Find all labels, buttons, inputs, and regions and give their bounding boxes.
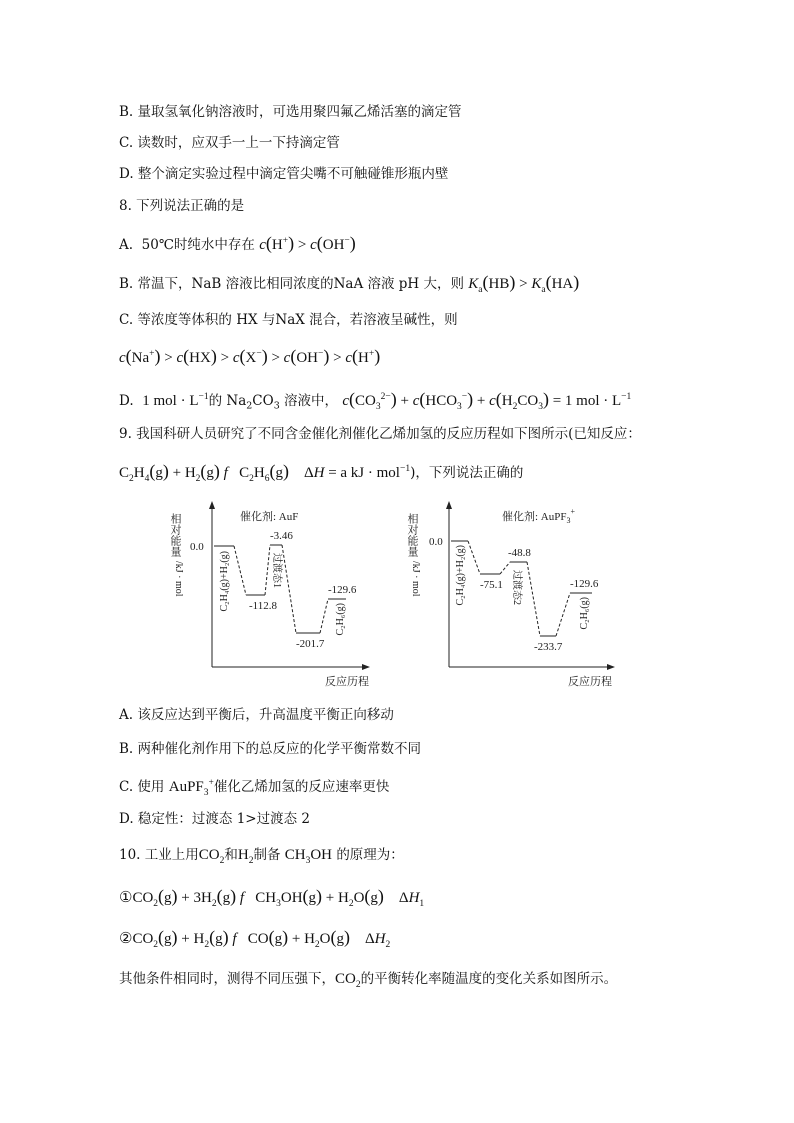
right-xlabel: 反应历程 [568, 676, 612, 688]
left-link-2 [265, 545, 270, 595]
q7-option-b: B. 量取氢氧化钠溶液时，可选用聚四氟乙烯活塞的滴定管 [119, 104, 462, 120]
q10-description: 其他条件相同时，测得不同压强下，$CO_2$的平衡转化率随温度的变化关系如图所示。 [119, 971, 618, 990]
q7-option-d: D. 整个滴定实验过程中滴定管尖嘴不可触碰锥形瓶内壁 [119, 166, 449, 182]
right-y-arrow [446, 501, 452, 509]
left-ts-label: 过渡态1 [271, 553, 282, 588]
right-val-1: -75.1 [480, 579, 503, 591]
left-ylabel: 相对能量 [169, 513, 181, 557]
left-product-label: C₂H₆(g) [335, 603, 346, 636]
left-val-4: -129.6 [328, 584, 357, 596]
right-product-label: C₂H₆(g) [579, 597, 590, 630]
q8-stem: 8. 下列说法正确的是 [119, 198, 245, 214]
right-val-0: 0.0 [429, 536, 443, 548]
q10-reaction-2: $②CO_2(g) + H_2(g)$ f $CO(g) + H_2O(g)$ $\Delta H_2$ [119, 927, 391, 950]
right-reactant-label: C₂H₄(g)+H₂(g) [455, 545, 466, 606]
q8-option-c-inequality: c(Na+) > c(HX) > c(X−) > c(OH−) > c(H+) [119, 346, 381, 366]
q8-option-c: C. 等浓度等体积的 HX 与NaX 混合，若溶液呈碱性，则 [119, 312, 458, 328]
q9-reaction: $C_2H_4(g) + H_2(g)$ f $C_2H_6(g)$ ΔH = a kJ · mol$^{-1}$)，下列说法正确的 [119, 461, 524, 484]
right-yunit: /kJ · mol [410, 561, 421, 597]
right-link-4 [556, 593, 570, 636]
q7-option-c: C. 读数时，应双手一上一下持滴定管 [119, 135, 340, 151]
left-link-1 [234, 546, 246, 595]
left-x-arrow [362, 664, 370, 670]
q8-option-a: A. 50℃时纯水中存在 c(H+) > c(OH−) [119, 233, 356, 253]
left-val-2: -3.46 [270, 530, 293, 542]
left-xlabel: 反应历程 [325, 676, 369, 688]
left-link-3 [282, 545, 296, 633]
right-link-3 [527, 562, 540, 636]
q9-option-b: B. 两种催化剂作用下的总反应的化学平衡常数不同 [119, 741, 422, 757]
q8-option-d: D. 1 mol · $L^{-1}$的 $Na_2CO_3$ 溶液中， $c(CO_3^{2-}) + c(HCO_3^-) + c(H_2CO_3) = 1$ mol · $L^{-1}$ [119, 389, 632, 412]
right-x-arrow [607, 664, 615, 670]
left-title: 催化剂: AuF [240, 511, 299, 523]
q9-stem: 9. 我国科研人员研究了不同含金催化剂催化乙烯加氢的反应历程如下图所示(已知反应： [119, 426, 641, 442]
left-yunit: /kJ · mol [173, 561, 184, 597]
right-val-2: -48.8 [508, 547, 531, 559]
q9-option-a: A. 该反应达到平衡后，升高温度平衡正向移动 [119, 707, 394, 723]
left-val-0: 0.0 [190, 541, 204, 553]
right-ts-label: 过渡态2 [511, 570, 522, 605]
right-ylabel: 相对能量 [406, 513, 418, 557]
right-link-2 [500, 562, 510, 574]
q8-option-b: B. 常温下，NaB 溶液比相同浓度的NaA 溶液 pH 大，则 $K_a(HB) > K_a(HA)$ [119, 272, 580, 295]
left-val-1: -112.8 [249, 600, 278, 612]
right-val-3: -233.7 [534, 641, 563, 653]
left-reactant-label: C₂H₄(g)+H₂(g) [219, 551, 230, 612]
energy-profile-diagrams [150, 495, 670, 695]
q10-reaction-1: $①CO_2(g) + 3H_2(g)$ f $CH_3OH(g) + H_2O(g)$ $\Delta H_1$ [119, 886, 425, 909]
q10-stem: 10. 工业上用$CO_2$和$H_2$制备 $CH_3OH$ 的原理为： [119, 847, 404, 866]
q9-option-d: D. 稳定性：过渡态 1>过渡态 2 [119, 811, 310, 827]
left-link-4 [320, 599, 328, 633]
right-title: 催化剂: AuPF$_3$+ [502, 507, 576, 525]
left-val-3: -201.7 [296, 638, 325, 650]
right-link-1 [468, 541, 480, 574]
q9-option-c: C. 使用 AuPF$_3$+催化乙烯加氢的反应速率更快 [119, 778, 390, 798]
right-val-4: -129.6 [570, 578, 599, 590]
left-y-arrow [209, 501, 215, 509]
